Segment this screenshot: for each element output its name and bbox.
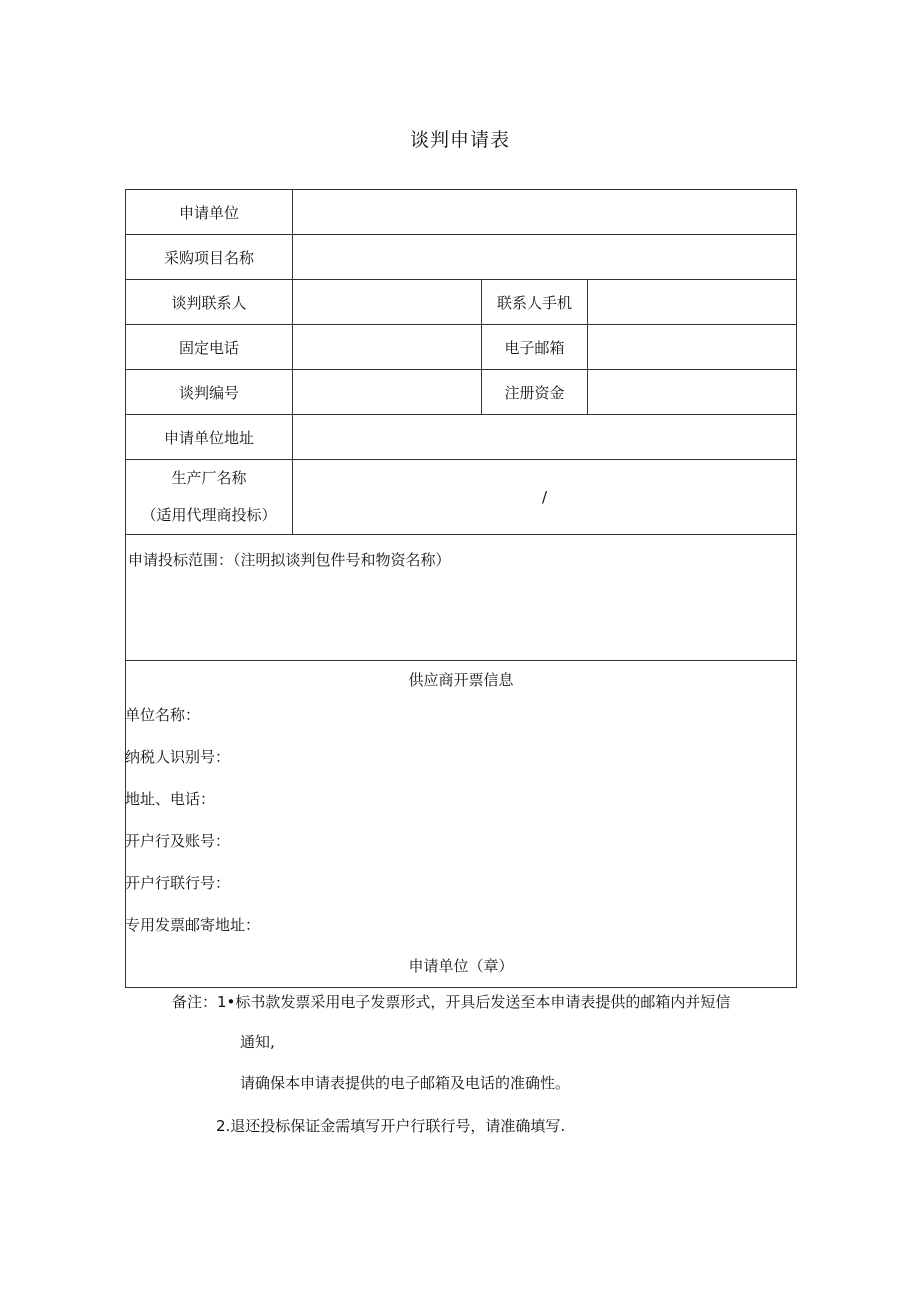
manufacturer-field[interactable]: / (293, 460, 797, 535)
applicant-seal: 申请单位（章） (408, 957, 514, 975)
address-field[interactable] (293, 415, 797, 460)
application-form (125, 189, 797, 988)
manufacturer-label-line2: （适用代理商投标） (141, 506, 277, 524)
address-label: 申请单位地址 (126, 415, 293, 460)
invoice-heading: 供应商开票信息 (408, 671, 514, 689)
email-field[interactable] (588, 325, 797, 370)
phone-label: 固定电话 (126, 325, 293, 370)
note-2: 2.退还投标保证金需填写开户行联行号，请准确填写. (216, 1117, 566, 1135)
manufacturer-label (126, 460, 293, 535)
invoice-address-phone[interactable]: 地址、电话： (125, 790, 216, 808)
manufacturer-label-line1: 生产厂名称 (171, 469, 247, 487)
negotiation-no-field[interactable] (293, 370, 482, 415)
invoice-tax-id[interactable]: 纳税人识别号： (125, 748, 231, 766)
negotiation-no-label: 谈判编号 (126, 370, 293, 415)
contact-field[interactable] (293, 280, 482, 325)
project-name-label: 采购项目名称 (126, 235, 293, 280)
invoice-bank-account[interactable]: 开户行及账号： (125, 832, 231, 850)
mobile-label: 联系人手机 (482, 280, 588, 325)
scope-label: 申请投标范围：（注明拟谈判包件号和物资名称） (128, 551, 451, 569)
capital-label: 注册资金 (482, 370, 588, 415)
applicant-field[interactable] (293, 190, 797, 235)
phone-field[interactable] (293, 325, 482, 370)
note-1-continued-2: 请确保本申请表提供的电子邮箱及电话的准确性。 (240, 1074, 571, 1092)
invoice-bank-code[interactable]: 开户行联行号： (125, 874, 231, 892)
page-title: 谈判申请表 (409, 129, 510, 151)
mobile-field[interactable] (588, 280, 797, 325)
email-label: 电子邮箱 (482, 325, 588, 370)
project-name-field[interactable] (293, 235, 797, 280)
contact-label: 谈判联系人 (126, 280, 293, 325)
note-1: 备注：1•标书款发票采用电子发票形式，开具后发送至本申请表提供的邮箱内并短信 (172, 993, 731, 1011)
invoice-company-name[interactable]: 单位名称： (125, 706, 201, 724)
note-1-continued: 通知, (240, 1033, 275, 1051)
capital-field[interactable] (588, 370, 797, 415)
scope-field[interactable] (126, 535, 797, 661)
applicant-label: 申请单位 (126, 190, 293, 235)
invoice-mailing-address[interactable]: 专用发票邮寄地址： (125, 916, 261, 934)
invoice-section (126, 661, 797, 988)
